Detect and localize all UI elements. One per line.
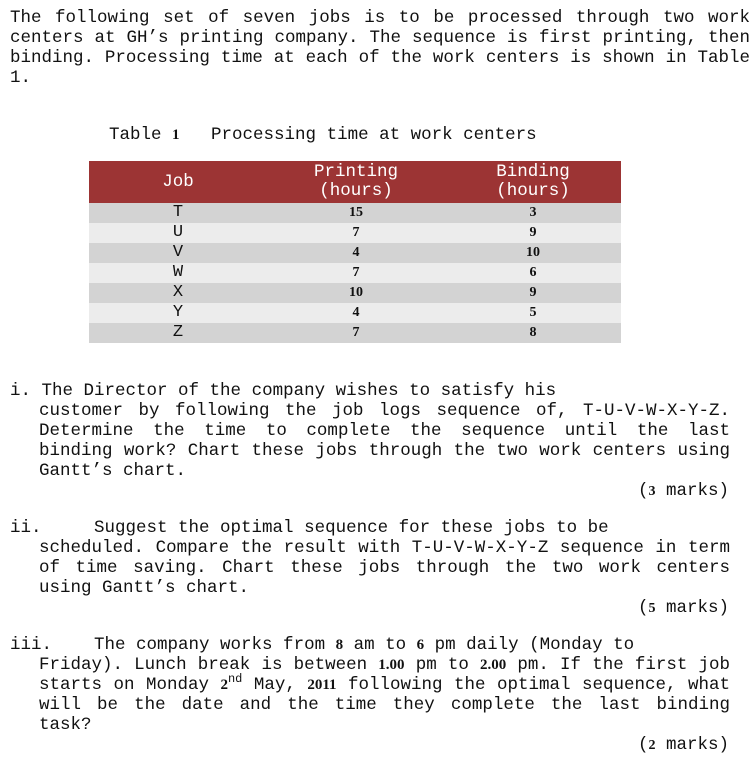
question-i [10,381,730,481]
cell-printing: 7 [267,323,445,343]
cell-job: V [89,243,267,263]
cell-binding: 9 [445,223,621,243]
processing-time-table [89,161,621,343]
question-iii [10,635,730,735]
header-printing: Printing (hours) [267,161,445,203]
cell-job: Y [89,303,267,323]
question-ii-first-line: ii. Suggest the optimal sequence for these jobs to be [10,518,609,538]
cell-job: X [89,283,267,303]
cell-binding: 9 [445,283,621,303]
question-ii-body: scheduled. Compare the result with T-U-V-W-X-Y-Z sequence in term of time saving. Chart these jobs through the two work centers using Gantt’s chart. [39,538,730,598]
table-caption [109,125,537,145]
question-i-first-line: i. The Director of the company wishes to satisfy his [10,381,557,401]
cell-job: Z [89,323,267,343]
caption-number: 1 [172,127,180,143]
cell-binding: 10 [445,243,621,263]
table-row [89,283,621,303]
cell-binding: 5 [445,303,621,323]
cell-job: U [89,223,267,243]
intro-text: The following set of seven jobs is to be processed through two work centers at GH’s printing company. The sequence is first printing, then binding. Processing time at each of the work centers is shown in Table 1. [10,8,750,88]
question-number: ii. [10,518,42,538]
table-row [89,243,621,263]
table-row [89,203,621,223]
cell-binding: 8 [445,323,621,343]
caption-title: Processing time at work centers [211,125,537,145]
question-number: iii. [10,635,53,655]
cell-binding: 6 [445,263,621,283]
cell-job: T [89,203,267,223]
question-ii [10,518,730,598]
question-i-body: customer by following the job logs sequence of, T-U-V-W-X-Y-Z. Determine the time to complete the sequence until the last binding work? Chart these jobs through the two work centers using Gantt’s chart. [39,401,730,481]
cell-printing: 10 [267,283,445,303]
header-binding: Binding (hours) [445,161,621,203]
question-i-marks: (3 marks) [637,481,729,501]
question-iii-marks: (2 marks) [637,735,729,755]
table-header-row [89,161,621,203]
question-iii-first-line: iii. The company works from 8 am to 6 pm daily (Monday to [10,635,635,655]
header-job: Job [89,161,267,203]
cell-printing: 15 [267,203,445,223]
cell-printing: 7 [267,223,445,243]
cell-binding: 3 [445,203,621,223]
question-iii-body: Friday). Lunch break is between 1.00 pm to 2.00 pm. If the first job starts on Monday 2nd May, 2011 following the optimal sequence, what will be the date and the time they complete the last binding task? [39,655,730,735]
cell-printing: 7 [267,263,445,283]
table-row [89,323,621,343]
table-row [89,263,621,283]
table-row [89,303,621,323]
intro-paragraph [10,8,750,88]
question-ii-marks: (5 marks) [637,598,729,618]
table-row [89,223,621,243]
cell-printing: 4 [267,243,445,263]
cell-printing: 4 [267,303,445,323]
question-number: i. [10,381,32,401]
cell-job: W [89,263,267,283]
caption-label: Table [109,125,162,145]
